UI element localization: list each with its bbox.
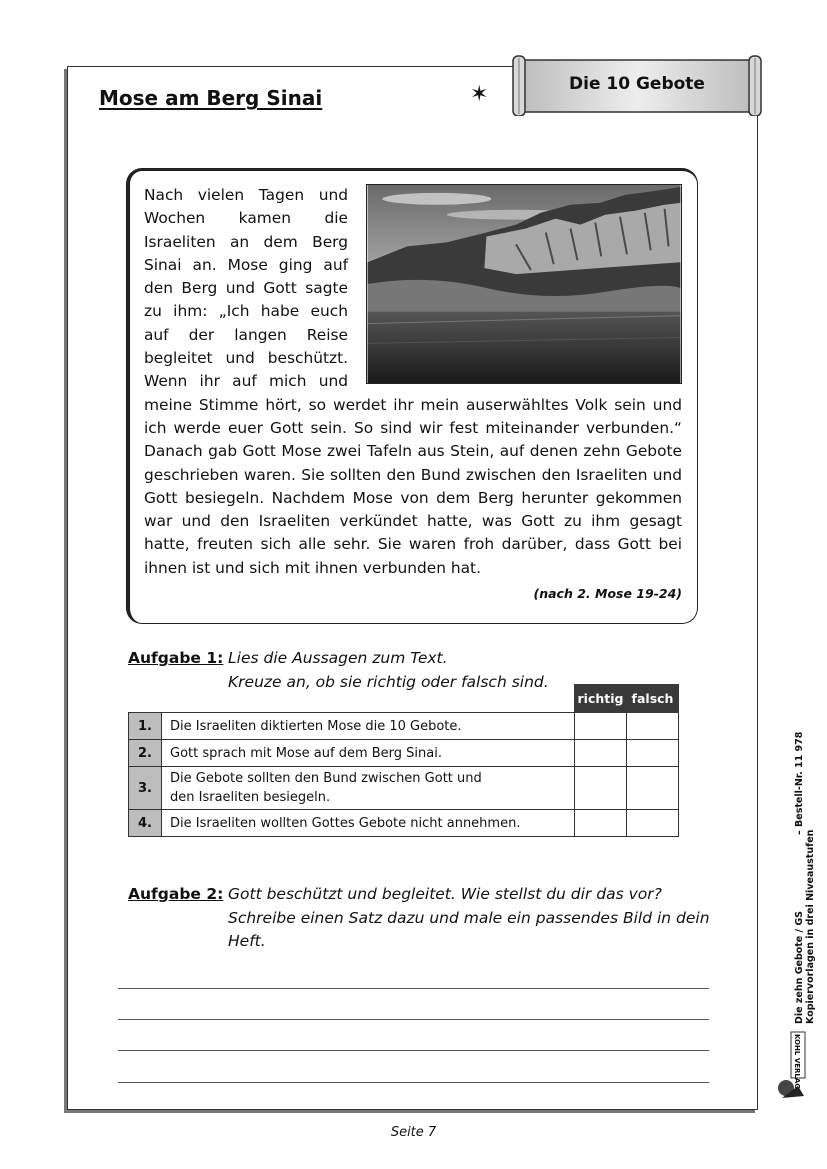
task1-line2: Kreuze an, ob sie richtig oder falsch sind. [228,672,549,691]
side-subtitle: Kopiervorlagen in drei Niveaustufen [805,829,816,1024]
checkbox-richtig[interactable] [575,713,627,740]
writing-line[interactable] [118,1019,709,1020]
table-row [129,767,679,810]
writing-line[interactable] [118,988,709,989]
row-number: 1. [129,713,162,740]
task1-label [128,649,223,667]
scroll-banner [511,54,763,116]
row-number: 2. [129,740,162,767]
star-icon: ✶ [470,82,489,107]
task2-label [128,885,223,903]
task2-line1: Gott beschützt und begleitet. Wie stellst du dir das vor? [228,885,662,903]
story-source: (nach 2. Mose 19-24) [533,586,682,601]
checkbox-falsch[interactable] [627,740,679,767]
statement-line: Gott sprach mit Mose auf dem Berg Sinai. [170,745,442,761]
checkbox-richtig[interactable] [575,740,627,767]
page-number: Seite 7 [390,1125,437,1140]
checkbox-falsch[interactable] [627,810,679,837]
checkbox-richtig[interactable] [575,767,627,810]
task2-label-text: Aufgabe 2 [128,885,218,903]
answer-table [128,684,679,837]
banner-title: Die 10 Gebote [569,74,705,94]
side-series: Die zehn Gebote / GS [794,911,805,1024]
page-title: Mose am Berg Sinai [99,86,323,110]
writing-line[interactable] [118,1082,709,1083]
row-statement [162,810,575,837]
row-statement [162,767,575,810]
header-blank [129,685,575,713]
publisher-name: KOHL VERLAG [793,1034,801,1090]
checkbox-falsch[interactable] [627,767,679,810]
statement-line: Die Gebote sollten den Bund zwischen Gott und [170,771,482,786]
statement-line: Die Israeliten wollten Gottes Gebote nicht annehmen. [170,815,521,831]
column-richtig: richtig [575,685,627,713]
row-number: 4. [129,810,162,837]
task1-line1: Lies die Aussagen zum Text. [228,649,448,667]
mountain-photo [366,184,682,384]
task2-instructions [228,883,710,954]
side-order-number: – Bestell-Nr. 11 978 [794,731,805,835]
column-falsch: falsch [627,685,679,713]
writing-line[interactable] [118,1050,709,1051]
checkbox-richtig[interactable] [575,810,627,837]
task1-label-text: Aufgabe 1 [128,649,218,667]
task1-colon: : [217,649,224,667]
task2-line2: Schreibe einen Satz dazu und male ein passendes Bild in dein [228,908,710,927]
table-row [129,740,679,767]
story-text-block [144,184,682,580]
table-row [129,713,679,740]
publisher-logo-icon [774,1030,808,1102]
task2-line3: Heft. [228,932,266,950]
answer-table-header [129,685,679,713]
row-number: 3. [129,767,162,810]
publisher-logo [774,1030,808,1106]
story-text: Nach vielen Tagen und Wochen kamen die Israeliten an dem Berg Sinai an. Mose ging auf den Berg und Gott sagte zu ihm: „Ich habe euch auf der langen Reise begleitet und beschützt. Wenn ihr auf mich und meine Stimme hört, so werdet ihr mein auserwähltes Volk sein und ich werde euer Gott sein. So sind wir fest miteinander verbunden.“ Danach gab Gott Mose zwei Tafeln aus Stein, auf denen zehn Gebote geschrieben waren. Sie sollten den Bund zwischen den Israeliten und Gott besiegeln. Nachdem Mose von dem Berg herunter gekommen war und den Israeliten verkündet hatte, was Gott zu ihm gesagt hatte, freuten sich alle sehr. Sie waren froh darüber, dass Gott bei ihnen ist und sich mit ihnen verbunden hat. [144,186,682,577]
side-credits [794,830,816,1024]
table-row [129,810,679,837]
checkbox-falsch[interactable] [627,713,679,740]
row-statement [162,713,575,740]
task2-colon: : [217,885,224,903]
statement-line: den Israeliten besiegeln. [170,790,331,805]
statement-line: Die Israeliten diktierten Mose die 10 Gebote. [170,718,462,734]
row-statement [162,740,575,767]
